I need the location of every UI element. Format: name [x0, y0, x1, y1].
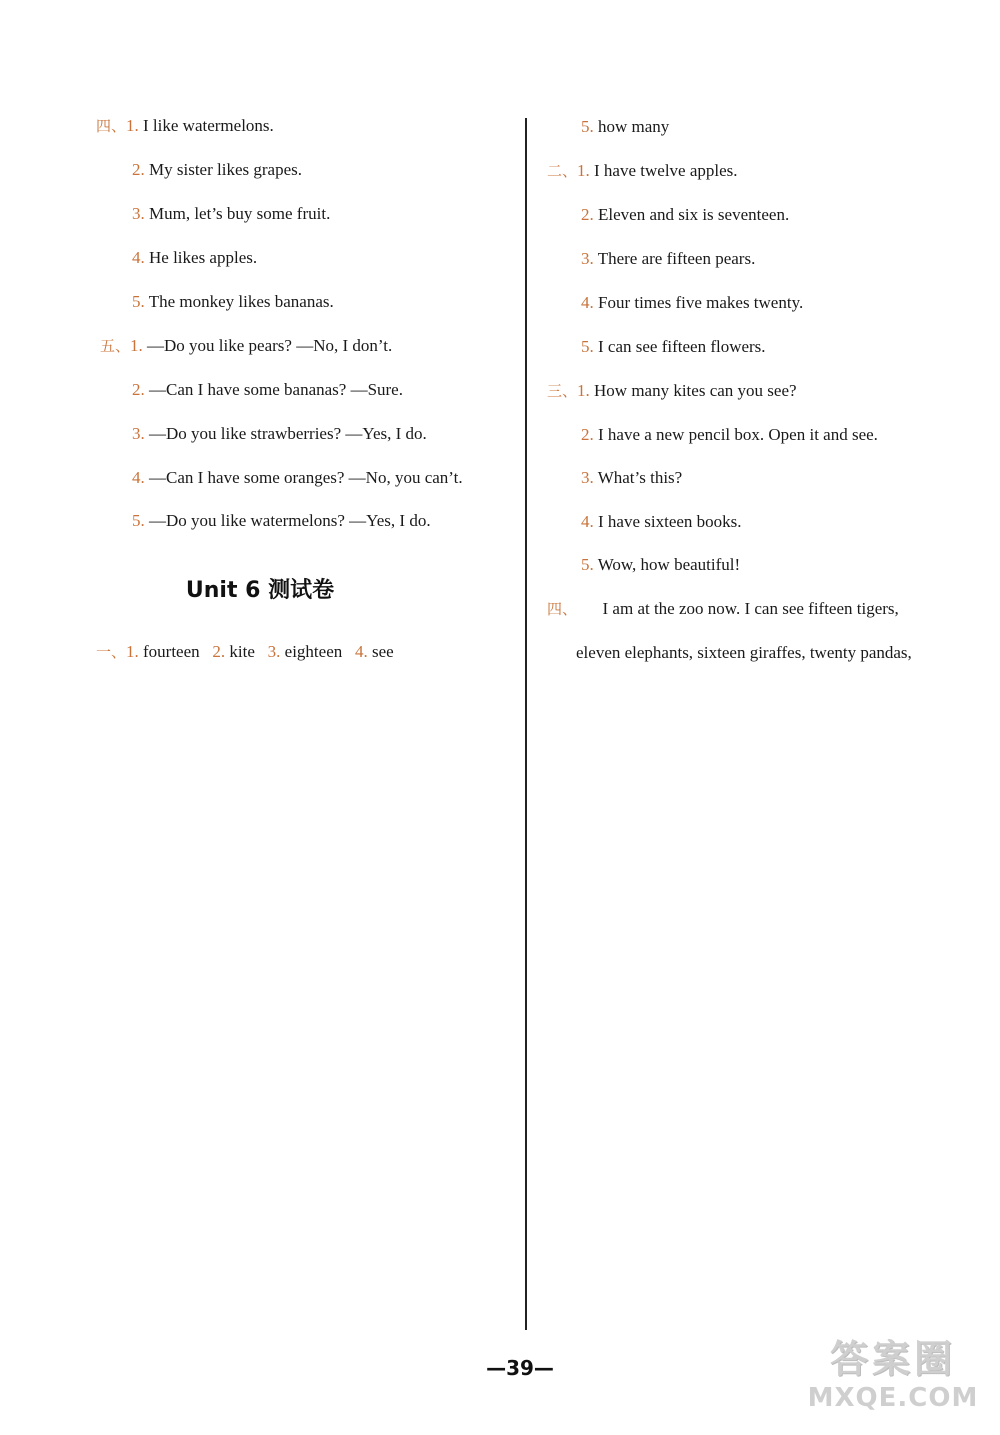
item-text: —Can I have some oranges? —No, you can’t.: [149, 468, 463, 487]
item-text: I have twelve apples.: [594, 161, 738, 180]
item-number: 2.: [132, 160, 145, 179]
right-s2-item-1: [547, 161, 738, 181]
item-number: 3.: [132, 424, 145, 443]
item-text: I have a new pencil box. Open it and see.: [598, 425, 878, 444]
right-s3-item-5: [581, 555, 740, 575]
item-text: I have sixteen books.: [598, 512, 742, 531]
unit-title: Unit 6 测试卷: [185, 578, 335, 603]
item-number: 3.: [581, 249, 594, 268]
item-text: Four times five makes twenty.: [598, 293, 804, 312]
item-number: 4.: [581, 512, 594, 531]
item-text: —Do you like watermelons? —Yes, I do.: [149, 511, 431, 530]
item-text: Mum, let’s buy some fruit.: [149, 204, 331, 223]
item-text: kite: [229, 642, 255, 661]
passage-text: eleven elephants, sixteen giraffes, twenty pandas,: [576, 643, 912, 662]
watermark-logo: [798, 1335, 988, 1425]
item-text: how many: [598, 117, 670, 136]
left-s4-item-4: [132, 248, 257, 268]
item-number: 5.: [581, 117, 594, 136]
right-column: [530, 0, 1000, 1330]
item-text: The monkey likes bananas.: [148, 292, 334, 311]
right-s3-item-2: [581, 425, 878, 445]
left-s1-answers: [96, 642, 394, 662]
item-text: fourteen: [143, 642, 200, 661]
passage-text: I am at the zoo now. I can see fifteen tigers,: [602, 599, 899, 618]
item-number: 3.: [267, 642, 281, 661]
right-s3-item-1: [547, 381, 797, 401]
item-number: 4.: [355, 642, 368, 661]
left-s5-item-1: [100, 336, 392, 356]
item-number: 5.: [132, 292, 145, 311]
item-number: 3.: [581, 468, 594, 487]
item-number: 5.: [581, 555, 594, 574]
item-text: I can see fifteen flowers.: [598, 337, 766, 356]
item-number: 1.: [126, 642, 139, 661]
page-number: —39—: [486, 1356, 554, 1380]
right-s2-item-5: [581, 337, 766, 357]
item-number: 1.: [130, 336, 143, 355]
item-text: —Can I have some bananas? —Sure.: [149, 380, 403, 399]
left-column: [0, 0, 520, 1330]
section-marker-5: 五、: [100, 337, 131, 355]
right-s4-line-1: [547, 599, 899, 619]
item-text: What’s this?: [597, 468, 683, 487]
watermark-main: 答案圈: [829, 1337, 956, 1381]
watermark-sub: MXQE.COM: [807, 1383, 979, 1413]
item-text: Eleven and six is seventeen.: [598, 205, 790, 224]
item-number: 3.: [132, 204, 145, 223]
item-number: 1.: [577, 161, 590, 180]
section-marker-3: 三、: [547, 382, 578, 400]
right-s4-line-2: [576, 643, 912, 663]
section-marker-4: 四、: [96, 117, 127, 135]
item-number: 2.: [581, 425, 594, 444]
item-text: —Do you like strawberries? —Yes, I do.: [149, 424, 427, 443]
left-s4-item-1: [96, 116, 274, 136]
item-text: There are fifteen pears.: [597, 249, 756, 268]
item-number: 2.: [212, 642, 226, 661]
item-number: 5.: [132, 511, 145, 530]
item-number: 2.: [581, 205, 594, 224]
right-s3-item-3: [581, 468, 682, 488]
item-number: 4.: [132, 248, 145, 267]
right-s2-item-2: [581, 205, 789, 225]
right-s2-item-3: [581, 249, 755, 269]
item-text: Wow, how beautiful!: [597, 555, 741, 574]
item-text: He likes apples.: [149, 248, 258, 267]
item-text: eighteen: [284, 642, 343, 661]
left-s4-item-5: [132, 292, 334, 312]
item-text: see: [372, 642, 394, 661]
section-marker-1: 一、: [96, 643, 127, 661]
right-s2-item-4: [581, 293, 803, 313]
left-s5-item-4: [132, 468, 463, 488]
item-text: My sister likes grapes.: [149, 160, 302, 179]
left-s5-item-2: [132, 380, 403, 400]
item-number: 2.: [132, 380, 145, 399]
item-number: 1.: [577, 381, 590, 400]
section-marker-4-right: 四、: [547, 600, 578, 618]
item-number: 4.: [581, 293, 594, 312]
item-text: I like watermelons.: [143, 116, 274, 135]
left-s4-item-3: [132, 204, 330, 224]
item-text: —Do you like pears? —No, I don’t.: [147, 336, 393, 355]
item-text: How many kites can you see?: [594, 381, 797, 400]
left-s4-item-2: [132, 160, 302, 180]
item-number: 4.: [132, 468, 145, 487]
column-divider: [525, 118, 527, 1330]
section-marker-2: 二、: [547, 162, 578, 180]
item-number: 5.: [581, 337, 594, 356]
left-s5-item-5: [132, 511, 431, 531]
right-s3-item-4: [581, 512, 742, 532]
item-number: 1.: [126, 116, 139, 135]
right-continued-item: [581, 117, 669, 137]
left-s5-item-3: [132, 424, 427, 444]
